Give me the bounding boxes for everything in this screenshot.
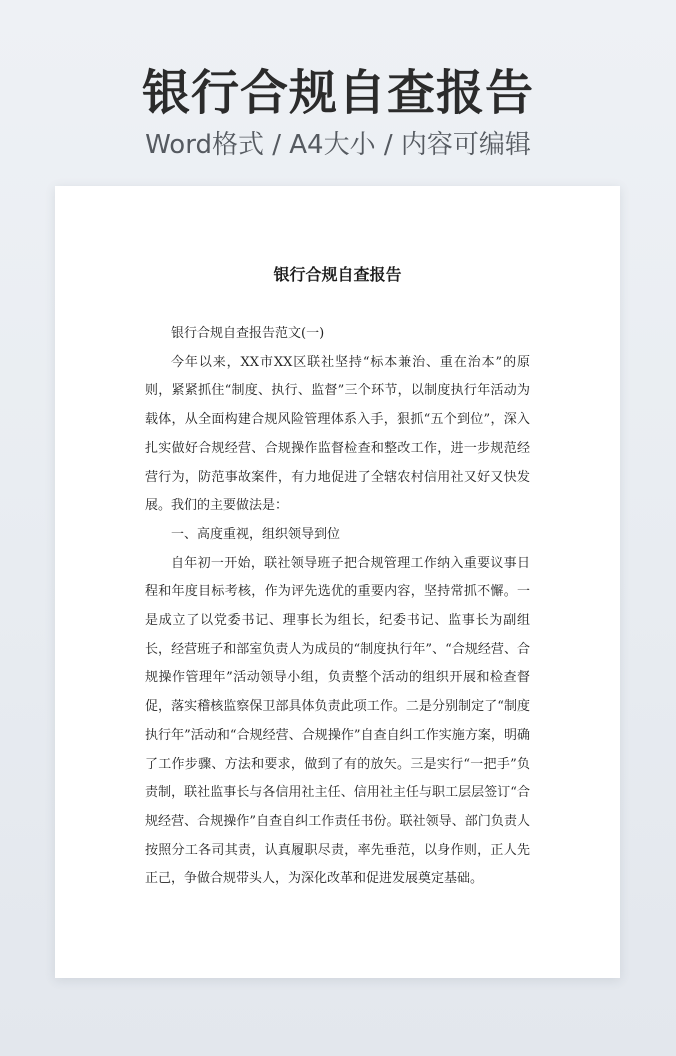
banner-subtitle: Word格式 / A4大小 / 内容可编辑 xyxy=(145,130,531,160)
document-page xyxy=(55,186,620,978)
document-paragraph: 自年初一开始，联社领导班子把合规管理工作纳入重要议事日程和年度目标考核，作为评先选优的重要内容，坚持常抓不懈。一是成立了以党委书记、理事长为组长，纪委书记、监事长为副组长，经营班子和部室负责人为成员的“制度执行年”、“合规经营、合规操作管理年”活动领导小组，负责整个活动的组织开展和检查督促，落实稽核监察保卫部具体负责此项工作。二是分别制定了“制度执行年”活动和“合规经营、合规操作”自查自纠工作实施方案，明确了工作步骤、方法和要求，做到了有的放矢。三是实行“一把手”负责制，联社监事长与各信用社主任、信用社主任与职工层层签订“合规经营、合规操作”自查自纠工作责任书份。联社领导、部门负责人按照分工各司其责，认真履职尽责，率先垂范，以身作则，正人先正己，争做合规带头人，为深化改革和促进发展奠定基础。 xyxy=(145,555,530,887)
document-paragraph: 银行合规自查报告范文(一) xyxy=(171,326,325,341)
document-paragraph: 今年以来，XX市XX区联社坚持“标本兼治、重在治本”的原则，紧紧抓住“制度、执行、监督”三个环节，以制度执行年活动为载体，从全面构建合规风险管理体系入手，狠抓“五个到位”，深入扎实做好合规经营、合规操作监督检查和整改工作，进一步规范经营行为，防范事故案件，有力地促进了全辖农村信用社又好又快发展。我们的主要做法是： xyxy=(145,354,530,514)
document-title: 银行合规自查报告 xyxy=(273,265,402,284)
section-heading: 一、高度重视，组织领导到位 xyxy=(171,526,341,542)
banner xyxy=(0,62,676,162)
banner-title: 银行合规自查报告 xyxy=(141,65,534,121)
document-body xyxy=(145,320,530,894)
